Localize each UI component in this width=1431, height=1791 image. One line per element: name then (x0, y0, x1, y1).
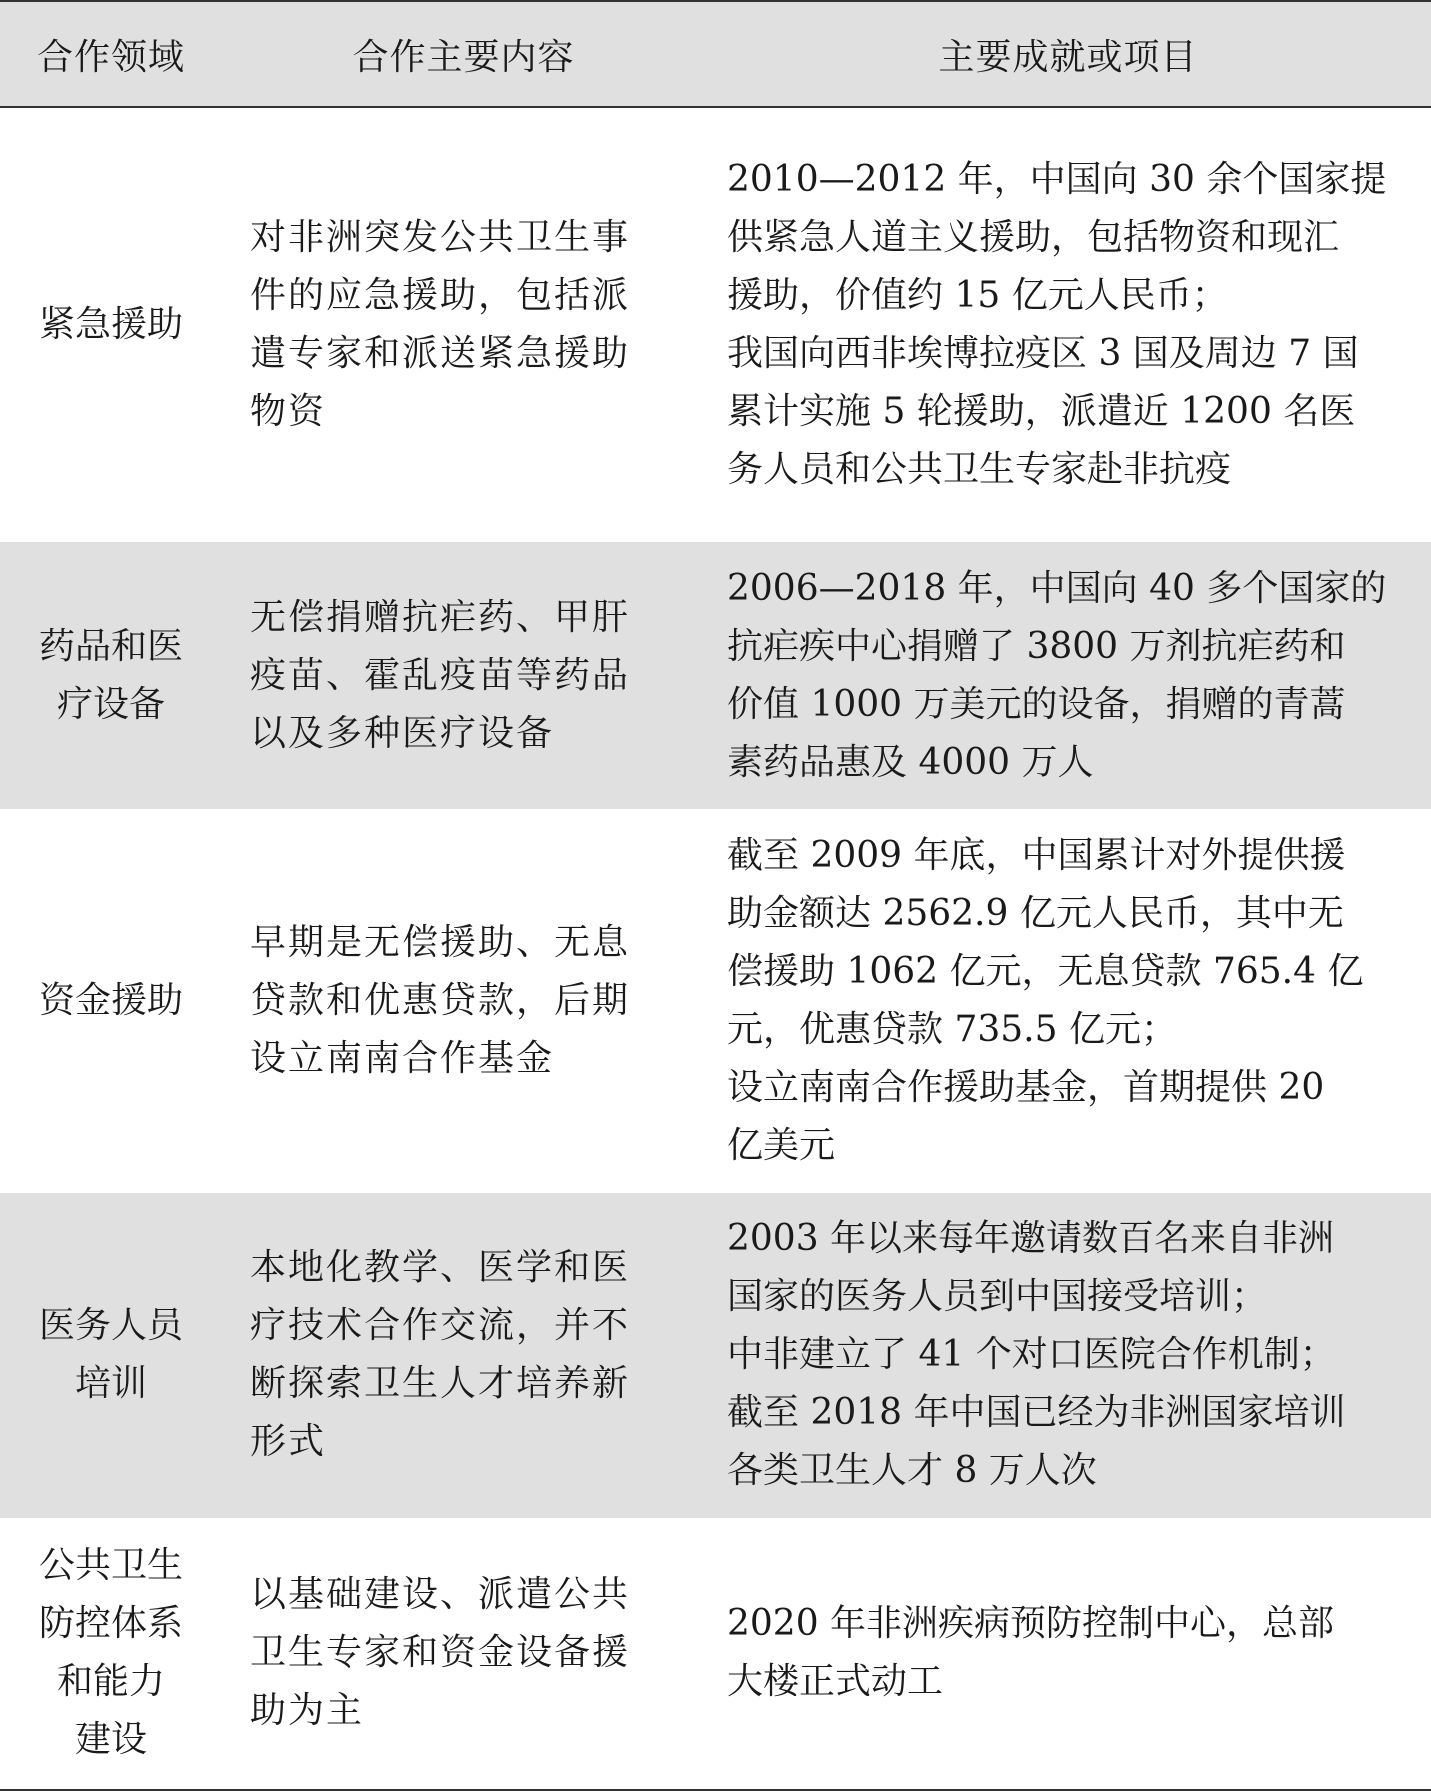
header-row (0, 1, 1431, 107)
cell-achievement-line: 我国向西非埃博拉疫区 3 国及周边 7 国 (727, 333, 1359, 375)
cell-content-line: 形式 (250, 1421, 327, 1463)
cell-achievement-line: 中非建立了 41 个对口医院合作机制； (727, 1334, 1336, 1376)
cell-achievement-line: 素药品惠及 4000 万人 (727, 741, 1094, 783)
cell-field-line: 防控体系 (38, 1603, 183, 1645)
cell-field (0, 809, 222, 1193)
cell-content-line: 疫苗、霍乱疫苗等药品 (250, 654, 631, 696)
cell-content-line: 助为主 (250, 1690, 365, 1732)
cell-field-line: 资金援助 (38, 979, 183, 1021)
cell-content-line: 无偿捐赠抗疟药、甲肝 (250, 596, 631, 638)
cell-achievement-line: 援助，价值约 15 亿元人民币； (727, 275, 1228, 317)
cell-achievement-line: 设立南南合作援助基金，首期提供 20 (727, 1066, 1325, 1108)
cell-content-line: 对非洲突发公共卫生事 (250, 217, 631, 259)
cell-achievement-line: 国家的医务人员到中国接受培训； (727, 1276, 1268, 1318)
table-row (0, 809, 1431, 1193)
cell-achievement-line: 抗疟疾中心捐赠了 3800 万剂抗疟药和 (727, 625, 1346, 667)
cell-achievement (705, 542, 1431, 809)
cell-achievement-line: 助金额达 2562.9 亿元人民币，其中无 (727, 892, 1344, 934)
header-field: 合作领域 (0, 1, 222, 107)
cell-achievement-line: 截至 2009 年底，中国累计对外提供援 (727, 834, 1346, 876)
cell-achievement (705, 1518, 1431, 1790)
cell-field-line: 和能力 (56, 1661, 165, 1703)
cell-field (0, 1518, 222, 1790)
cell-field (0, 1193, 222, 1518)
cell-content (222, 1193, 705, 1518)
cell-achievement-line: 各类卫生人才 8 万人次 (727, 1450, 1097, 1492)
table-row (0, 107, 1431, 542)
cell-achievement-line: 亿美元 (727, 1124, 836, 1166)
cell-achievement-line: 偿援助 1062 亿元，无息贷款 765.4 亿 (727, 950, 1364, 992)
table-row (0, 1518, 1431, 1790)
cell-achievement (705, 809, 1431, 1193)
cell-achievement-line: 务人员和公共卫生专家赴非抗疫 (727, 449, 1232, 491)
cell-achievement-line: 元，优惠贷款 735.5 亿元； (727, 1008, 1177, 1050)
cell-achievement-line: 价值 1000 万美元的设备，捐赠的青蒿 (727, 683, 1346, 725)
header-achievement: 主要成就或项目 (705, 1, 1431, 107)
cell-achievement-line: 供紧急人道主义援助，包括物资和现汇 (727, 217, 1340, 259)
cell-achievement-line: 大楼正式动工 (727, 1661, 944, 1703)
cell-content (222, 1518, 705, 1790)
cell-content-line: 本地化教学、医学和医 (250, 1247, 631, 1289)
cell-achievement-line: 2010—2012 年，中国向 30 余个国家提 (727, 159, 1387, 201)
cell-content-line: 以基础建设、派遣公共 (250, 1574, 631, 1616)
table-row (0, 1193, 1431, 1518)
table-body (0, 107, 1431, 1790)
cell-achievement-line: 截至 2018 年中国已经为非洲国家培训 (727, 1392, 1346, 1434)
cell-achievement-line: 2006—2018 年，中国向 40 多个国家的 (727, 567, 1387, 609)
cell-field-line: 药品和医 (38, 625, 183, 667)
cell-content-line: 卫生专家和资金设备援 (250, 1632, 631, 1674)
cell-field-line: 公共卫生 (38, 1545, 183, 1587)
cell-content-line: 物资 (250, 391, 327, 433)
cell-field (0, 107, 222, 542)
cell-content (222, 542, 705, 809)
cell-content-line: 疗技术合作交流，并不 (250, 1305, 631, 1347)
cell-field-line: 紧急援助 (38, 304, 183, 346)
cell-field-line: 建设 (74, 1719, 147, 1761)
table-header (0, 1, 1431, 107)
cell-field-line: 培训 (74, 1363, 147, 1405)
cell-content-line: 早期是无偿援助、无息 (250, 921, 631, 963)
cell-achievement (705, 107, 1431, 542)
cell-content-line: 贷款和优惠贷款，后期 (250, 979, 631, 1021)
cell-achievement (705, 1193, 1431, 1518)
cell-achievement-line: 2003 年以来每年邀请数百名来自非洲 (727, 1218, 1335, 1260)
table-row (0, 542, 1431, 809)
header-content: 合作主要内容 (222, 1, 705, 107)
cell-content-line: 以及多种医疗设备 (250, 712, 555, 754)
cell-achievement-line: 2020 年非洲疾病预防控制中心，总部 (727, 1603, 1335, 1645)
cell-content-line: 设立南南合作基金 (250, 1037, 555, 1079)
cell-content-line: 遣专家和派送紧急援助 (250, 333, 631, 375)
cell-content (222, 809, 705, 1193)
cell-content-line: 断探索卫生人才培养新 (250, 1363, 631, 1405)
cell-field-line: 疗设备 (56, 683, 165, 725)
cell-content-line: 件的应急援助，包括派 (250, 275, 631, 317)
cell-field-line: 医务人员 (38, 1305, 183, 1347)
cell-achievement-line: 累计实施 5 轮援助，派遣近 1200 名医 (727, 391, 1356, 433)
cell-field (0, 542, 222, 809)
cell-content (222, 107, 705, 542)
